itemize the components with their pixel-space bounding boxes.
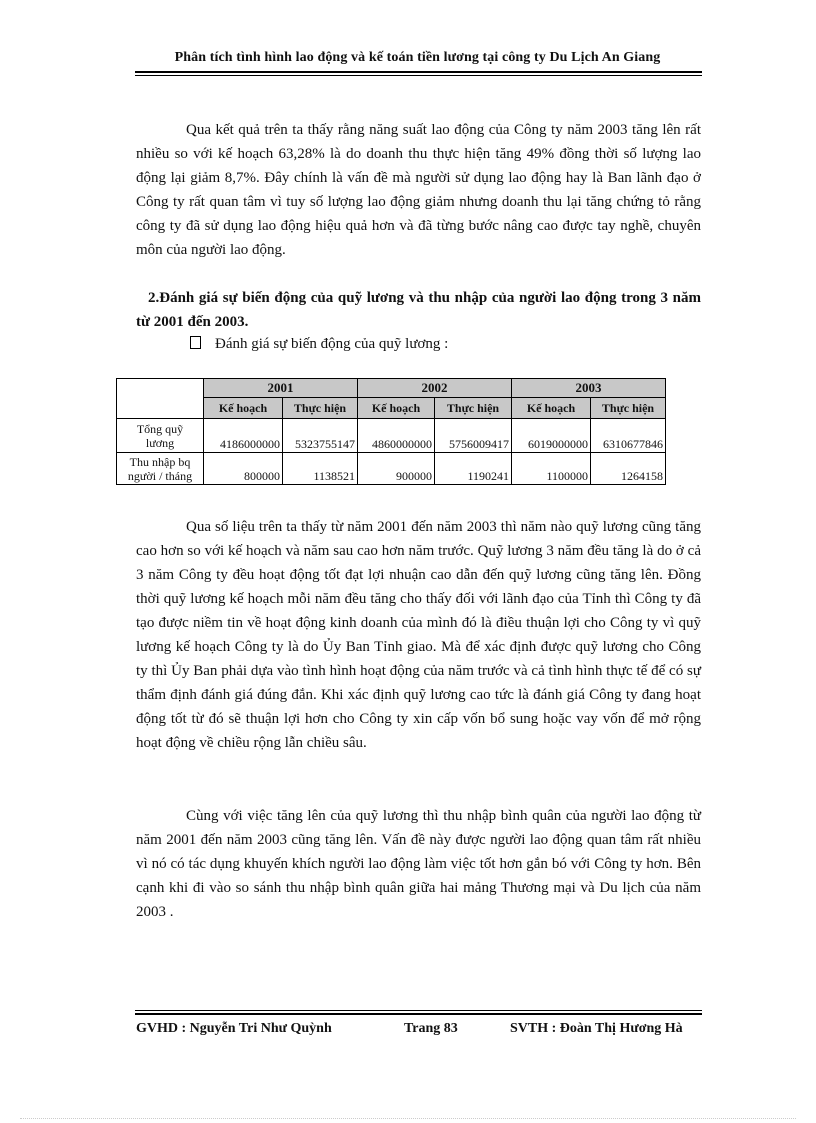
wage-fund-table (116, 378, 666, 485)
table-cell: 900000 (358, 453, 435, 485)
table-cell: 1190241 (435, 453, 512, 485)
row-label: Tổng quỹ lương (117, 419, 204, 453)
table-row (117, 453, 666, 485)
table-cell: 4186000000 (204, 419, 283, 453)
sub-header-actual: Thực hiện (283, 398, 358, 419)
table-cell: 4860000000 (358, 419, 435, 453)
table-cell: 6310677846 (591, 419, 666, 453)
footer-teacher: GVHD : Nguyễn Tri Như Quỳnh (136, 1021, 332, 1036)
bullet-item (190, 333, 448, 355)
paragraph-productivity: Qua kết quả trên ta thấy rằng năng suất lao động của Công ty năm 2003 tăng lên rất nhiều so với kế hoạch 63,28% là do doanh thu thực hiện tăng 49% đồng thời số lượng lao động lại giảm 8,7%. Đây chính là vấn đề mà người sử dụng lao động hay là Ban lãnh đạo ở Công ty rất quan tâm vì tuy số lượng lao động giảm nhưng doanh thu lại tăng chứng tỏ rằng công ty đã sử dụng lao động hiệu quả hơn và đã từng bước nâng cao được tay nghề, chuyên môn của người lao động. (136, 122, 701, 258)
table-cell: 6019000000 (512, 419, 591, 453)
table-cell: 5323755147 (283, 419, 358, 453)
table-cell: 1264158 (591, 453, 666, 485)
table-corner (117, 379, 204, 419)
table-cell: 1100000 (512, 453, 591, 485)
sub-header-actual: Thực hiện (591, 398, 666, 419)
table-cell: 1138521 (283, 453, 358, 485)
page-bottom-divider (20, 1118, 796, 1119)
sub-header-actual: Thực hiện (435, 398, 512, 419)
bullet-text: Đánh giá sự biến động của quỹ lương : (215, 336, 449, 352)
page-header: Phân tích tình hình lao động và kế toán tiền lương tại công ty Du Lịch An Giang (174, 50, 661, 65)
footer-student: SVTH : Đoàn Thị Hương Hà (510, 1021, 683, 1036)
sub-header-plan: Kế hoạch (204, 398, 283, 419)
paragraph-income: Cùng với việc tăng lên của quỹ lương thì thu nhập bình quân của người lao động từ năm 2001 đến năm 2003 cũng tăng lên. Vấn đề này được người lao động quan tâm rất nhiều vì nó có tác dụng khuyến khích người lao động làm việc tốt hơn gắn bó với Công ty hơn. Bên cạnh khi đi vào so sánh thu nhập bình quân giữa hai mảng Thương mại và Du lịch của năm 2003 . (136, 808, 701, 920)
paragraph-wage-fund: Qua số liệu trên ta thấy từ năm 2001 đến năm 2003 thì năm nào quỹ lương cũng tăng cao hơn so với kế hoạch và năm sau cao hơn năm trước. Quỹ lương 3 năm đều tăng là do ở cả 3 năm Công ty đều hoạt động tốt đạt lợi nhuận cao dẫn đến quỹ lương cũng tăng lên. Đồng thời quỹ lương kế hoạch mỗi năm đều tăng cho thấy đối với lãnh đạo của Tỉnh thì Công ty đã tạo được niềm tin về hoạt động kinh doanh của mình đó là điều thuận lợi cho Công ty vì quỹ lương kế hoạch Công ty là do Ủy Ban Tỉnh giao. Mà để xác định được quỹ lương cho Công ty thì Ủy Ban phải dựa vào tình hình hoạt động của năm trước và cả tình hình thực tế để có sự thẩm định đánh giá đúng đắn. Khi xác định quỹ lương cao tức là đánh giá Công ty đang hoạt động tốt từ đó sẽ thuận lợi hơn cho Công ty xin cấp vốn bổ sung hoặc vay vốn để mở rộng hoạt động về chiều rộng lẫn chiều sâu. (136, 519, 701, 751)
footer-rule (135, 1010, 702, 1015)
footer-page-number: Trang 83 (404, 1021, 458, 1036)
bullet-box-icon (190, 336, 201, 349)
table-cell: 800000 (204, 453, 283, 485)
header-rule (135, 71, 702, 76)
table-cell: 5756009417 (435, 419, 512, 453)
table-row (117, 419, 666, 453)
section-heading: 2.Đánh giá sự biến động của quỹ lương và thu nhập của người lao động trong 3 năm từ 2001 đến 2003. (136, 290, 701, 330)
sub-header-plan: Kế hoạch (512, 398, 591, 419)
sub-header-plan: Kế hoạch (358, 398, 435, 419)
year-header: 2002 (358, 379, 512, 398)
year-header: 2003 (512, 379, 666, 398)
year-header: 2001 (204, 379, 358, 398)
row-label: Thu nhập bq người / tháng (117, 453, 204, 485)
